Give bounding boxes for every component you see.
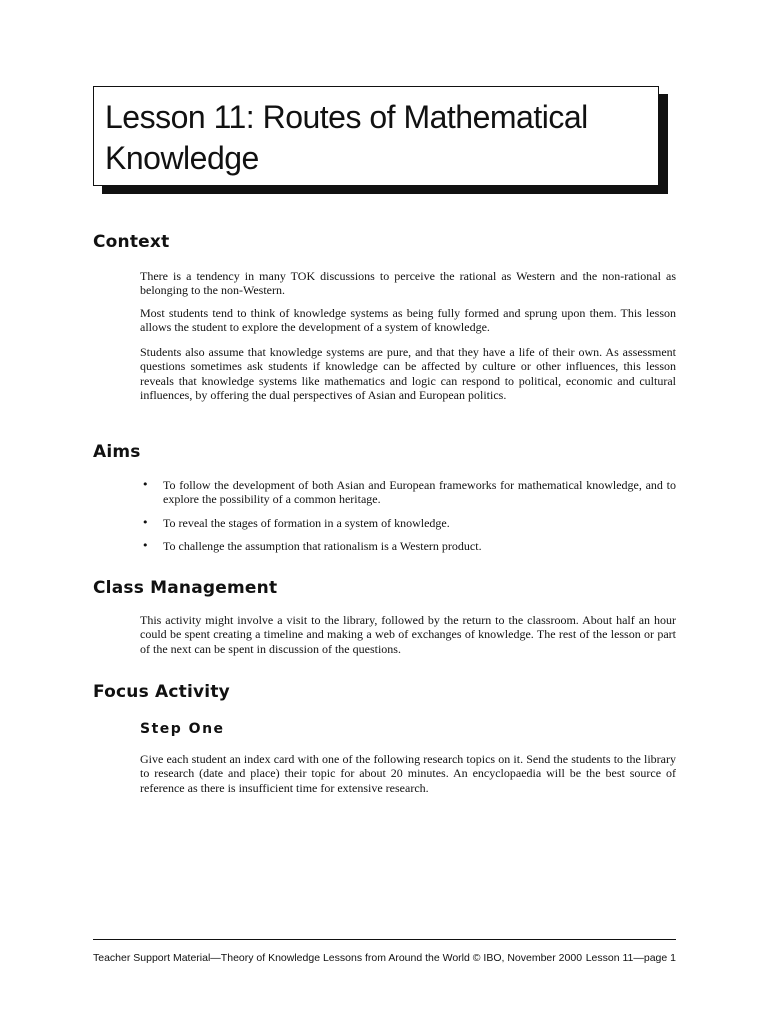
aims-list	[140, 478, 676, 563]
footer-divider	[93, 939, 676, 940]
bullet-icon: •	[142, 478, 149, 491]
aims-item	[140, 478, 676, 507]
bullet-icon: •	[142, 539, 149, 553]
step-one-heading: Step One	[140, 721, 225, 737]
aims-item-text: To follow the development of both Asian and European frameworks for mathematical knowledge, and to explore the possibility of a common heritage.	[163, 478, 676, 507]
aims-item-text: To reveal the stages of formation in a system of knowledge.	[163, 515, 450, 530]
focus-activity-heading: Focus Activity	[93, 682, 230, 702]
context-paragraph-1: There is a tendency in many TOK discussions to perceive the rational as Western and the non-rational as belonging to the non-Western.	[140, 269, 676, 298]
aims-item	[140, 516, 676, 530]
aims-item-text: To challenge the assumption that rationalism is a Western product.	[163, 539, 482, 554]
context-heading: Context	[93, 232, 170, 252]
aims-heading: Aims	[93, 442, 141, 462]
class-management-heading: Class Management	[93, 578, 278, 598]
focus-activity-paragraph: Give each student an index card with one of the following research topics on it. Send the students to the library to research (date and place) their topic for about 20 minutes. An encyclopaedia will be the best source of reference as there is insufficient time for extensive research.	[140, 752, 676, 795]
title-box	[93, 86, 659, 186]
footer-page-number: Lesson 11—page 1	[585, 952, 676, 964]
context-paragraph-3: Students also assume that knowledge systems are pure, and that they have a life of their own. As assessment questions sometimes ask students if knowledge can be affected by culture or other influences, this lesson reveals that knowledge systems like mathematics and logic can respond to political, economic and cultural influences, by offering the dual perspectives of Asian and European politics.	[140, 345, 676, 403]
context-paragraph-2: Most students tend to think of knowledge systems as being fully formed and sprung upon them. This lesson allows the student to explore the development of a system of knowledge.	[140, 306, 676, 335]
aims-item	[140, 539, 676, 553]
bullet-icon: •	[142, 515, 149, 529]
class-management-paragraph: This activity might involve a visit to the library, followed by the return to the classroom. About half an hour could be spent creating a timeline and making a web of exchanges of knowledge. The rest of the lesson or part of the next can be spent in discussion of the questions.	[140, 613, 676, 656]
page-title: Lesson 11: Routes of Mathematical Knowledge	[105, 99, 588, 176]
footer-source: Teacher Support Material—Theory of Knowledge Lessons from Around the World © IBO, November 2000	[93, 952, 583, 964]
